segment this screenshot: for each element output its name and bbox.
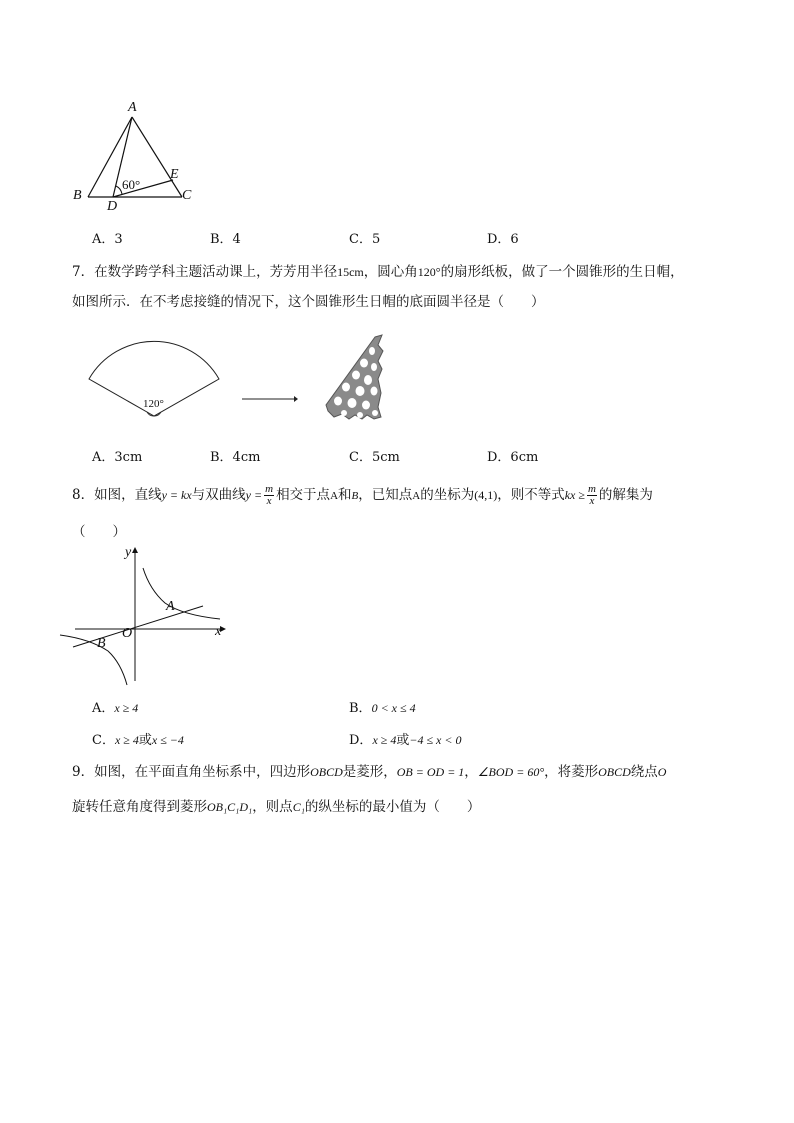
sector-angle-label: 120° xyxy=(143,398,164,410)
sector-diagram xyxy=(86,330,226,425)
sector-figure xyxy=(86,330,226,425)
q8-point: A xyxy=(330,490,339,502)
q8-inequality: kx ≥ xyxy=(564,488,585,502)
q8-text: 和 xyxy=(338,487,352,503)
q7-stem-line1 xyxy=(72,260,684,280)
q8-option-a[interactable] xyxy=(92,697,138,716)
q6-option-a[interactable]: A．3 xyxy=(92,232,123,247)
option-letter: D． xyxy=(349,733,373,748)
q7-option-b[interactable]: B．4cm xyxy=(210,450,261,465)
q9-text: ， xyxy=(464,764,478,780)
q7-option-a[interactable]: A．3cm xyxy=(92,450,143,465)
q6-triangle-figure xyxy=(70,100,210,214)
q9-text: 绕点 xyxy=(630,764,658,780)
angle-60-label: 60° xyxy=(122,177,141,192)
option-math: −4 ≤ x < 0 xyxy=(409,733,462,747)
label-E: E xyxy=(170,167,179,182)
q8-stem-line1 xyxy=(72,483,653,509)
label-C: C xyxy=(182,188,192,203)
option-math: x ≥ 4 xyxy=(114,701,139,715)
q8-option-b[interactable] xyxy=(349,697,416,716)
q7-angle: 120° xyxy=(417,265,441,279)
fraction-numerator: m xyxy=(587,483,596,495)
option-letter: B． xyxy=(349,701,372,716)
option-or: 或 xyxy=(138,733,152,748)
fraction-denominator: x xyxy=(266,495,272,507)
coordinate-graph xyxy=(70,545,235,685)
label-D: D xyxy=(107,199,118,214)
q8-coordinate: (4,1) xyxy=(474,488,498,502)
q7-text: 7．在数学跨学科主题活动课上，芳芳用半径 xyxy=(72,264,338,280)
label-A: A xyxy=(128,100,137,115)
q9-text: 9．如图，在平面直角坐标系中，四边形 xyxy=(72,764,311,780)
q6-option-b[interactable]: B．4 xyxy=(210,232,241,247)
q9-stem-line1 xyxy=(72,760,666,780)
arrow-icon xyxy=(240,393,300,405)
q8-text: 8．如图，直线 xyxy=(72,487,162,503)
q6-option-d[interactable]: D．6 xyxy=(487,232,519,247)
fraction-numerator: m xyxy=(265,483,274,495)
q7-text: ，圆心角 xyxy=(363,264,418,280)
q7-text: 的扇形纸板，做了一个圆锥形的生日帽， xyxy=(440,264,684,280)
option-math: x ≥ 4 xyxy=(114,733,139,747)
q8-text: 相交于点 xyxy=(276,487,331,503)
q8-option-c[interactable] xyxy=(92,729,184,748)
q9-stem-line2 xyxy=(72,795,480,815)
q9-point: O xyxy=(657,765,667,779)
option-or: 或 xyxy=(396,733,410,748)
option-letter: A． xyxy=(92,701,115,716)
option-math: x ≤ −4 xyxy=(151,733,184,747)
q9-rhombus: OBCD xyxy=(598,765,631,779)
q7-option-c[interactable]: C．5cm xyxy=(349,450,400,465)
label-B: B xyxy=(73,188,82,203)
option-letter: C． xyxy=(92,733,115,748)
q9-text: ，则点 xyxy=(252,799,293,815)
q8-graph-figure xyxy=(70,545,235,685)
q9-equation: OB = OD = 1 xyxy=(396,765,465,779)
q8-hyperbola-eq: y = xyxy=(245,488,263,502)
q9-rhombus: OBCD xyxy=(310,765,343,779)
x-axis-label: x xyxy=(215,624,222,639)
origin-label: O xyxy=(122,626,133,641)
q8-point: A xyxy=(412,490,421,502)
point-B-label: B xyxy=(97,636,106,651)
q9-angle: ∠BOD = 60° xyxy=(477,765,545,779)
q8-text: 的坐标为 xyxy=(420,487,475,503)
q9-text: 是菱形， xyxy=(342,764,397,780)
point-A-label: A xyxy=(166,599,175,614)
option-math: x ≥ 4 xyxy=(372,733,397,747)
q8-fraction-2 xyxy=(587,484,597,507)
fraction-denominator: x xyxy=(589,495,595,507)
option-math: 0 < x ≤ 4 xyxy=(371,701,416,715)
q8-option-d[interactable] xyxy=(349,729,461,748)
q7-stem-line2: 如图所示．在不考虑接缝的情况下，这个圆锥形生日帽的底面圆半径是（ ） xyxy=(72,294,545,310)
q9-text: 旋转任意角度得到菱形 xyxy=(72,799,207,815)
q9-text: ，将菱形 xyxy=(544,764,599,780)
q9-text: 的纵坐标的最小值为（ ） xyxy=(304,799,481,815)
party-hat-icon xyxy=(320,333,390,425)
q8-text: ，已知点 xyxy=(358,487,413,503)
q8-fraction xyxy=(264,484,274,507)
q9-rhombus: OB₁C₁D₁ xyxy=(207,800,253,814)
q7-radius: 15cm xyxy=(337,265,364,279)
q8-stem-line2: （ ） xyxy=(72,524,126,540)
q8-line-eq: y = kx xyxy=(161,488,192,502)
q6-option-c[interactable]: C．5 xyxy=(349,232,381,247)
q8-text: 与双曲线 xyxy=(191,487,246,503)
q8-point: B xyxy=(351,490,359,502)
y-axis-label: y xyxy=(125,545,132,560)
q8-text: 的解集为 xyxy=(598,487,653,503)
q9-point: C₁ xyxy=(292,800,305,814)
q7-option-d[interactable]: D．6cm xyxy=(487,450,539,465)
q8-text: ，则不等式 xyxy=(497,487,565,503)
